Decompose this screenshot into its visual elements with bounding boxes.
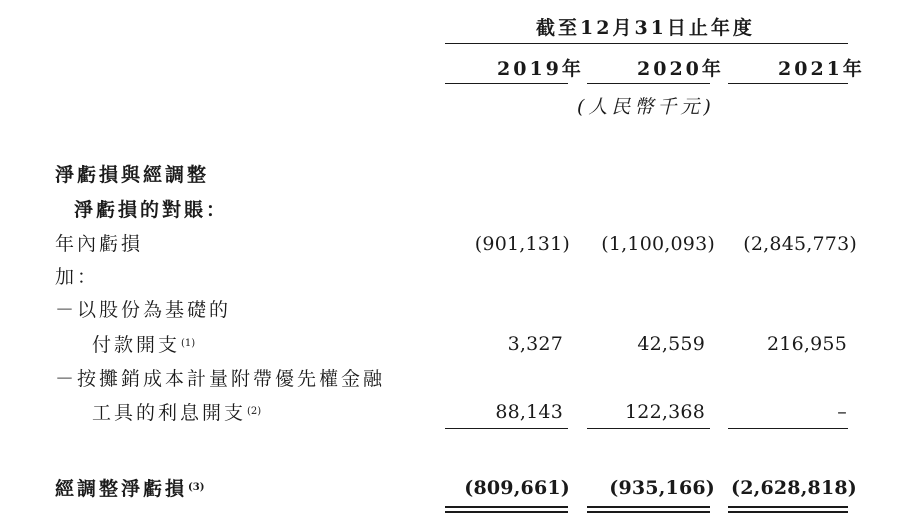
total-rule-2019-a	[445, 506, 568, 508]
period-header-rule	[445, 43, 848, 44]
adjusted-2021: (2,628,818)	[731, 477, 857, 499]
adjusted-2020: (935,166)	[609, 477, 715, 499]
year-2021-header: 2021年	[778, 58, 865, 80]
year-2020-header: 2020年	[637, 58, 724, 80]
share-based-2020: 42,559	[637, 333, 705, 355]
row-label-interest-line2: 工具的利息開支$^{(2)}$	[92, 402, 262, 424]
adjusted-2019: (809,661)	[464, 477, 570, 499]
interest-2019: 88,143	[495, 401, 563, 423]
total-rule-2020-a	[587, 506, 710, 508]
subtotal-rule-2020	[587, 428, 710, 429]
share-based-2021: 216,955	[767, 333, 847, 355]
period-header: 截至12月31日止年度	[536, 17, 755, 39]
total-rule-2021-b	[728, 511, 848, 513]
row-label-net-loss: 年內虧損	[55, 233, 144, 255]
row-label-add: 加：	[55, 266, 100, 288]
row-label-adjusted: 經調整淨虧損$^{(3)}$	[55, 478, 205, 500]
footnote-1: (1)	[181, 338, 196, 349]
row-label-share-based-line2: 付款開支$^{(1)}$	[92, 334, 196, 356]
year-2019-header: 2019年	[497, 58, 584, 80]
interest-2021: –	[837, 401, 847, 423]
year-2020-rule	[587, 83, 710, 84]
net-loss-2021: (2,845,773)	[743, 233, 857, 255]
footnote-3: (3)	[188, 482, 205, 493]
row-label-share-based-line1: －以股份為基礎的	[55, 299, 232, 321]
net-loss-2020: (1,100,093)	[601, 233, 715, 255]
subtotal-rule-2019	[445, 428, 568, 429]
row-label-interest-line1: －按攤銷成本計量附帶優先權金融	[55, 368, 386, 390]
subtotal-rule-2021	[728, 428, 848, 429]
total-rule-2019-b	[445, 511, 568, 513]
total-rule-2021-a	[728, 506, 848, 508]
share-based-2019: 3,327	[507, 333, 563, 355]
unit-label: (人民幣千元)	[577, 96, 715, 118]
net-loss-2019: (901,131)	[474, 233, 570, 255]
year-2019-rule	[445, 83, 568, 84]
interest-2020: 122,368	[625, 401, 705, 423]
section-subtitle: 淨虧損的對賬：	[74, 199, 229, 221]
section-title: 淨虧損與經調整	[55, 164, 210, 186]
year-2021-rule	[728, 83, 848, 84]
total-rule-2020-b	[587, 511, 710, 513]
footnote-2: (2)	[247, 406, 262, 417]
